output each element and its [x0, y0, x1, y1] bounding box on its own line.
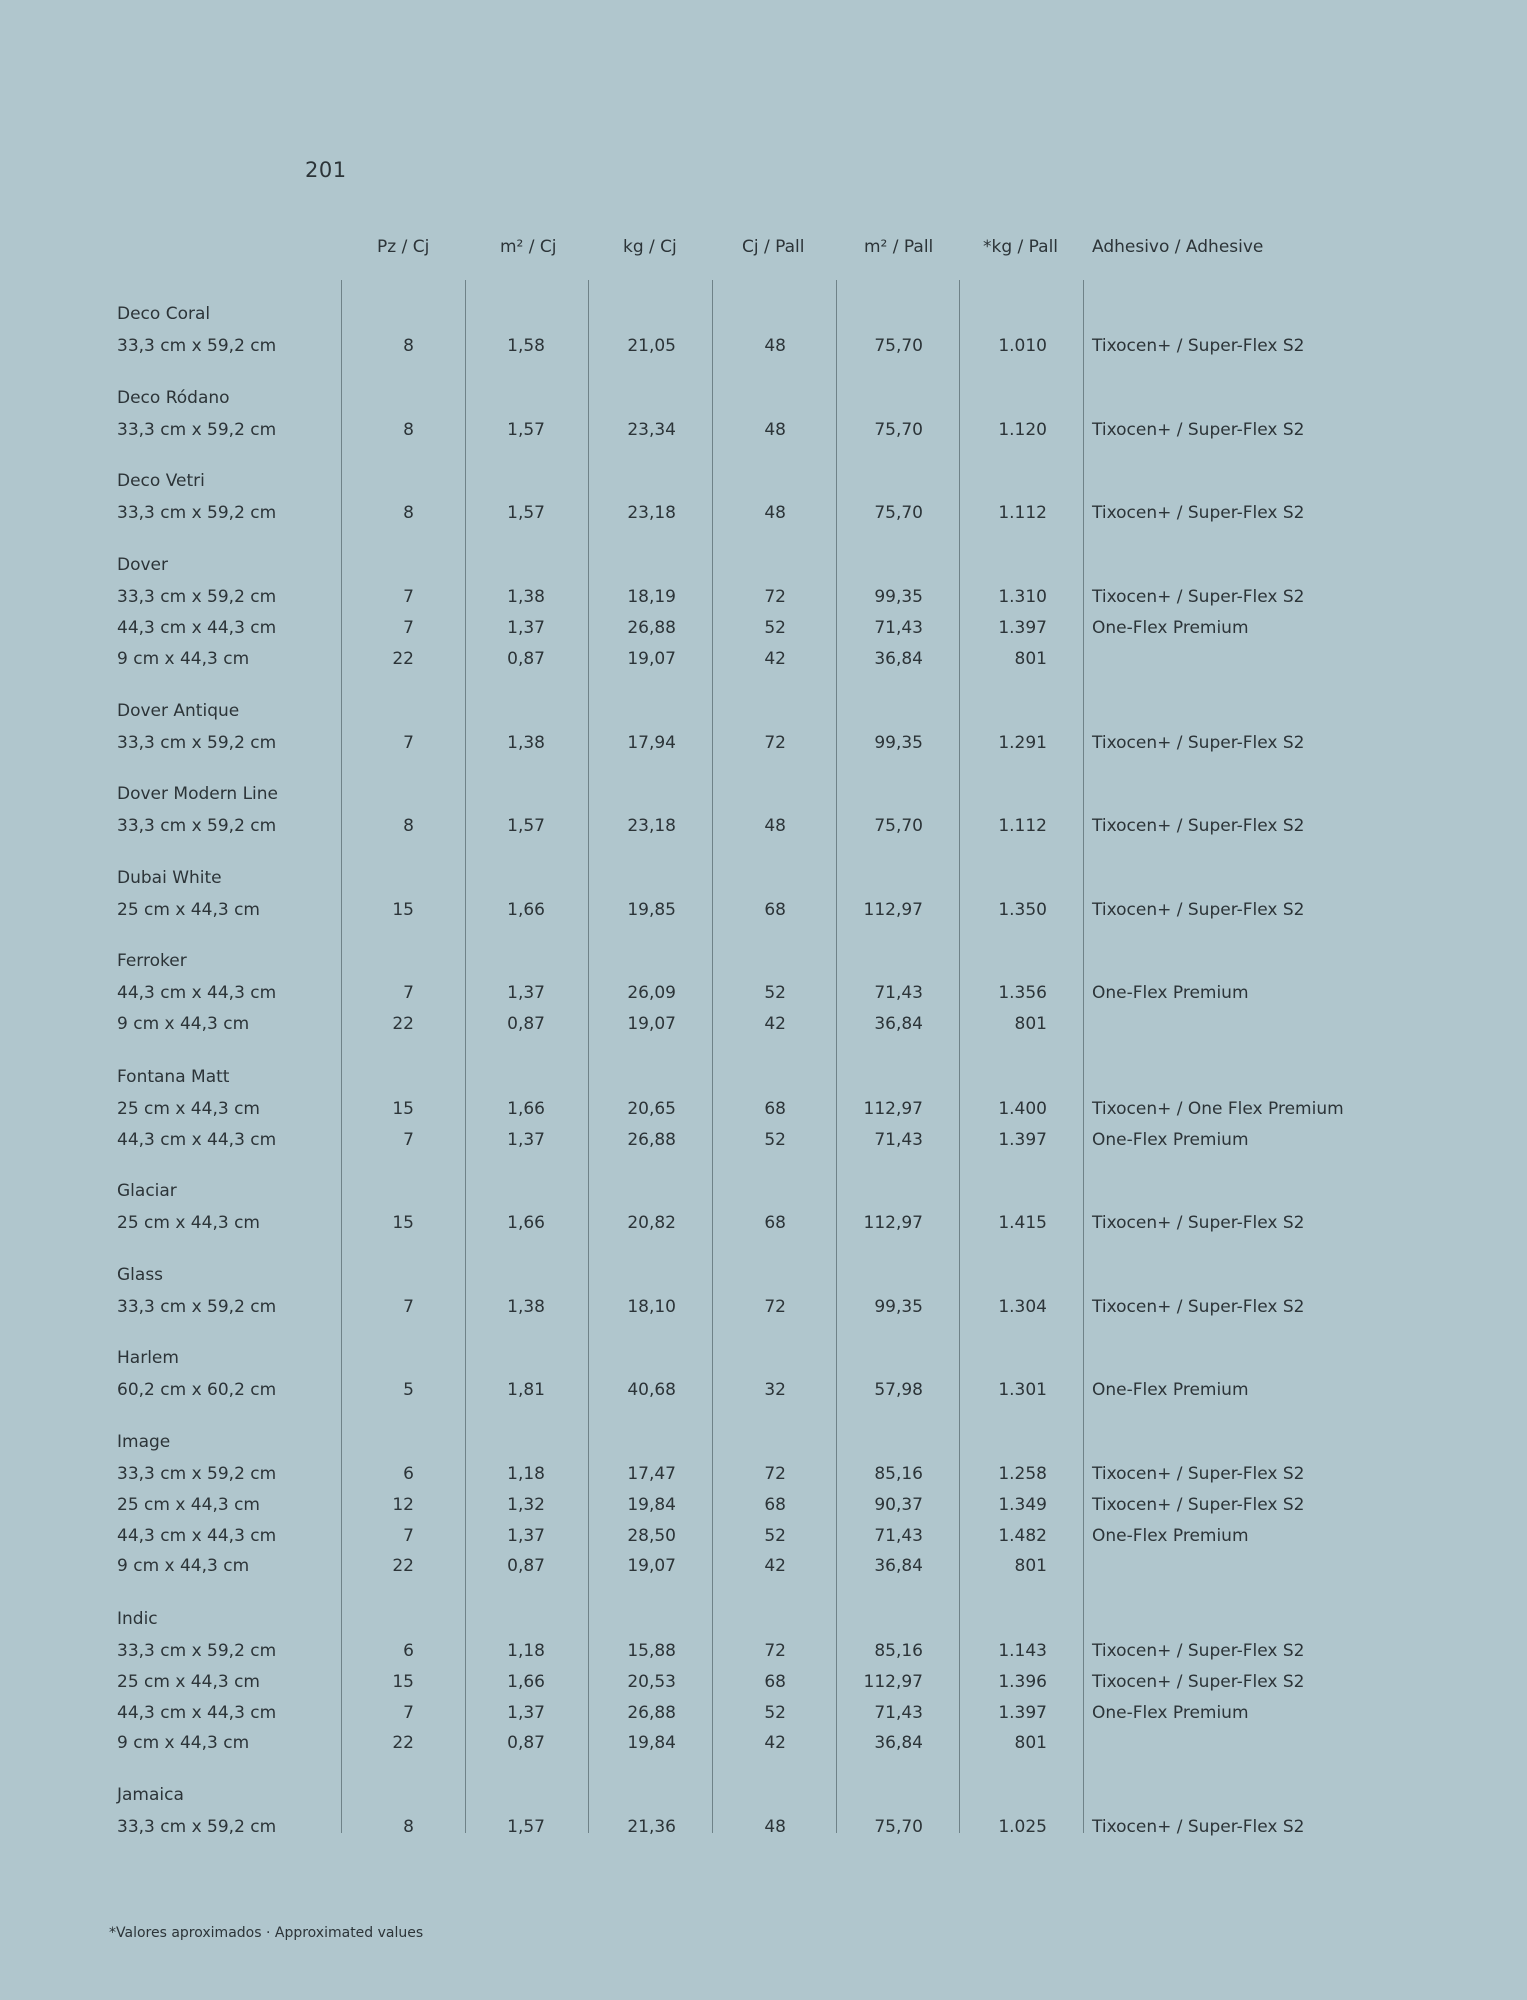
table-row — [0, 900, 1527, 924]
cj-pall-cell: 72 — [764, 587, 786, 607]
pz-cj-cell: 22 — [392, 648, 414, 669]
pz-cj-cell: 7 — [403, 1702, 414, 1723]
cj-pall-cell: 48 — [764, 1817, 786, 1837]
adhesive-cell: Tixocen+ / Super-Flex S2 — [1092, 816, 1305, 836]
kg-pall-cell: 801 — [1014, 1013, 1047, 1034]
adhesive-cell: One-Flex Premium — [1092, 983, 1249, 1003]
m2-pall-cell: 36,84 — [874, 1733, 923, 1754]
kg-cj-cell: 26,09 — [627, 983, 676, 1003]
pz-cj-cell: 15 — [392, 900, 414, 920]
kg-pall-cell: 1.112 — [998, 816, 1047, 836]
cj-pall-cell: 42 — [764, 1013, 786, 1034]
pz-cj-cell: 5 — [403, 1380, 414, 1400]
m2-pall-cell: 85,16 — [874, 1464, 923, 1484]
adhesive-cell: One-Flex Premium — [1092, 1702, 1249, 1723]
m2-pall-cell: 71,43 — [874, 983, 923, 1003]
size-cell: 25 cm x 44,3 cm — [117, 900, 260, 920]
adhesive-cell: Tixocen+ / Super-Flex S2 — [1092, 1464, 1305, 1484]
product-name: Glaciar — [117, 1181, 177, 1201]
kg-pall-cell: 1.304 — [998, 1297, 1047, 1317]
size-cell: 44,3 cm x 44,3 cm — [117, 617, 277, 638]
kg-pall-cell: 801 — [1014, 648, 1047, 669]
adhesive-cell: Tixocen+ / Super-Flex S2 — [1092, 1213, 1305, 1233]
kg-cj-cell: 20,65 — [627, 1099, 676, 1119]
cj-pall-cell: 52 — [764, 983, 786, 1003]
kg-pall-cell: 1.010 — [998, 336, 1047, 356]
pz-cj-cell: 8 — [403, 1817, 414, 1837]
header-kg-cj: kg / Cj — [623, 237, 677, 257]
size-cell: 25 cm x 44,3 cm — [117, 1213, 260, 1233]
cj-pall-cell: 72 — [764, 1464, 786, 1484]
product-name: Glass — [117, 1265, 164, 1285]
table-row — [0, 1641, 1527, 1665]
cj-pall-cell: 72 — [764, 1641, 786, 1661]
m2-pall-cell: 36,84 — [874, 1013, 923, 1034]
m2-pall-cell: 57,98 — [874, 1380, 923, 1400]
m2-cj-cell: 1,58 — [507, 336, 545, 356]
kg-cj-cell: 19,07 — [627, 648, 676, 669]
m2-pall-cell: 36,84 — [874, 1556, 923, 1577]
m2-cj-cell: 1,37 — [507, 1702, 545, 1723]
m2-cj-cell: 0,87 — [507, 1733, 545, 1754]
cj-pall-cell: 72 — [764, 1297, 786, 1317]
pz-cj-cell: 22 — [392, 1013, 414, 1034]
size-cell: 44,3 cm x 44,3 cm — [117, 1525, 277, 1546]
adhesive-cell: Tixocen+ / Super-Flex S2 — [1092, 1297, 1305, 1317]
product-name: Ferroker — [117, 951, 187, 971]
adhesive-cell: Tixocen+ / Super-Flex S2 — [1092, 733, 1305, 753]
table-row — [0, 983, 1527, 1007]
cj-pall-cell: 72 — [764, 733, 786, 753]
size-cell: 33,3 cm x 59,2 cm — [117, 1817, 277, 1837]
cj-pall-cell: 52 — [764, 1702, 786, 1723]
product-name: Dover — [117, 555, 168, 575]
kg-pall-cell: 801 — [1014, 1556, 1047, 1577]
product-name: Dover Antique — [117, 701, 240, 721]
table-row — [0, 587, 1527, 611]
kg-cj-cell: 26,88 — [627, 1129, 676, 1150]
adhesive-cell: Tixocen+ / Super-Flex S2 — [1092, 900, 1305, 920]
pz-cj-cell: 15 — [392, 1671, 414, 1692]
adhesive-cell: Tixocen+ / Super-Flex S2 — [1092, 503, 1305, 523]
m2-cj-cell: 1,57 — [507, 816, 545, 836]
table-row — [0, 1464, 1527, 1488]
kg-pall-cell: 1.301 — [998, 1380, 1047, 1400]
kg-pall-cell: 1.397 — [998, 1129, 1047, 1150]
kg-pall-cell: 1.025 — [998, 1817, 1047, 1837]
table-row — [0, 503, 1527, 527]
m2-pall-cell: 75,70 — [874, 336, 923, 356]
m2-pall-cell: 99,35 — [874, 1297, 923, 1317]
header-kg-pall: *kg / Pall — [983, 237, 1059, 257]
kg-cj-cell: 15,88 — [627, 1641, 676, 1661]
cj-pall-cell: 42 — [764, 1733, 786, 1754]
kg-cj-cell: 18,10 — [627, 1297, 676, 1317]
m2-cj-cell: 1,37 — [507, 617, 545, 638]
m2-pall-cell: 71,43 — [874, 1129, 923, 1150]
kg-pall-cell: 1.143 — [998, 1641, 1047, 1661]
m2-pall-cell: 75,70 — [874, 816, 923, 836]
m2-cj-cell: 1,37 — [507, 1525, 545, 1546]
kg-cj-cell: 19,84 — [627, 1494, 676, 1515]
table-row — [0, 1297, 1527, 1321]
size-cell: 25 cm x 44,3 cm — [117, 1671, 260, 1692]
cj-pall-cell: 68 — [764, 1099, 786, 1119]
product-name: Indic — [117, 1609, 158, 1629]
m2-cj-cell: 1,18 — [507, 1641, 545, 1661]
kg-pall-cell: 1.310 — [998, 587, 1047, 607]
header-adhesive: Adhesivo / Adhesive — [1092, 237, 1264, 257]
kg-pall-cell: 1.258 — [998, 1464, 1047, 1484]
m2-cj-cell: 1,66 — [507, 900, 545, 920]
kg-cj-cell: 17,94 — [627, 733, 676, 753]
product-name: Fontana Matt — [117, 1067, 230, 1087]
kg-pall-cell: 1.396 — [998, 1671, 1047, 1692]
size-cell: 25 cm x 44,3 cm — [117, 1494, 260, 1515]
m2-cj-cell: 1,37 — [507, 983, 545, 1003]
table-row — [0, 336, 1527, 360]
m2-cj-cell: 1,38 — [507, 733, 545, 753]
pz-cj-cell: 7 — [403, 1297, 414, 1317]
adhesive-cell: One-Flex Premium — [1092, 617, 1249, 638]
size-cell: 9 cm x 44,3 cm — [117, 648, 250, 669]
cj-pall-cell: 68 — [764, 1671, 786, 1692]
cj-pall-cell: 42 — [764, 1556, 786, 1577]
adhesive-cell: Tixocen+ / Super-Flex S2 — [1092, 420, 1305, 440]
pz-cj-cell: 8 — [403, 503, 414, 523]
cj-pall-cell: 48 — [764, 420, 786, 440]
table-row — [0, 1817, 1527, 1841]
size-cell: 33,3 cm x 59,2 cm — [117, 587, 277, 607]
table-row — [0, 1733, 1527, 1757]
kg-pall-cell: 1.400 — [998, 1099, 1047, 1119]
kg-cj-cell: 23,34 — [627, 420, 676, 440]
kg-pall-cell: 1.349 — [998, 1494, 1047, 1515]
size-cell: 33,3 cm x 59,2 cm — [117, 733, 277, 753]
kg-pall-cell: 1.356 — [998, 983, 1047, 1003]
pz-cj-cell: 7 — [403, 733, 414, 753]
pz-cj-cell: 12 — [392, 1494, 414, 1515]
size-cell: 33,3 cm x 59,2 cm — [117, 1641, 277, 1661]
m2-cj-cell: 1,38 — [507, 587, 545, 607]
table-row — [0, 420, 1527, 444]
m2-pall-cell: 71,43 — [874, 1702, 923, 1723]
m2-pall-cell: 99,35 — [874, 587, 923, 607]
footnote: *Valores aproximados · Approximated values — [109, 1925, 424, 1941]
pz-cj-cell: 22 — [392, 1556, 414, 1577]
size-cell: 44,3 cm x 44,3 cm — [117, 983, 277, 1003]
size-cell: 33,3 cm x 59,2 cm — [117, 503, 277, 523]
adhesive-cell: Tixocen+ / Super-Flex S2 — [1092, 1641, 1305, 1661]
kg-pall-cell: 1.112 — [998, 503, 1047, 523]
pz-cj-cell: 8 — [403, 336, 414, 356]
adhesive-cell: One-Flex Premium — [1092, 1525, 1249, 1546]
product-name: Deco Ródano — [117, 388, 230, 408]
m2-cj-cell: 0,87 — [507, 1013, 545, 1034]
table-row — [0, 1495, 1527, 1519]
adhesive-cell: Tixocen+ / Super-Flex S2 — [1092, 1494, 1305, 1515]
table-row — [0, 1213, 1527, 1237]
m2-cj-cell: 1,32 — [507, 1494, 545, 1515]
pz-cj-cell: 7 — [403, 983, 414, 1003]
pz-cj-cell: 8 — [403, 816, 414, 836]
adhesive-cell: Tixocen+ / Super-Flex S2 — [1092, 336, 1305, 356]
cj-pall-cell: 68 — [764, 1494, 786, 1515]
m2-pall-cell: 112,97 — [863, 1099, 923, 1119]
header-m2-pall: m² / Pall — [864, 237, 934, 257]
size-cell: 60,2 cm x 60,2 cm — [117, 1380, 277, 1400]
product-name: Harlem — [117, 1348, 179, 1368]
adhesive-cell: Tixocen+ / One Flex Premium — [1092, 1099, 1344, 1119]
kg-pall-cell: 1.397 — [998, 1702, 1047, 1723]
size-cell: 9 cm x 44,3 cm — [117, 1556, 250, 1577]
pz-cj-cell: 7 — [403, 1525, 414, 1546]
m2-cj-cell: 1,18 — [507, 1464, 545, 1484]
kg-pall-cell: 801 — [1014, 1733, 1047, 1754]
kg-cj-cell: 19,07 — [627, 1013, 676, 1034]
product-name: Deco Coral — [117, 304, 211, 324]
m2-cj-cell: 0,87 — [507, 648, 545, 669]
kg-cj-cell: 21,36 — [627, 1817, 676, 1837]
pz-cj-cell: 7 — [403, 1129, 414, 1150]
cj-pall-cell: 42 — [764, 648, 786, 669]
header-pz-cj: Pz / Cj — [377, 237, 430, 257]
size-cell: 9 cm x 44,3 cm — [117, 1733, 250, 1754]
kg-pall-cell: 1.350 — [998, 900, 1047, 920]
kg-pall-cell: 1.415 — [998, 1213, 1047, 1233]
kg-cj-cell: 26,88 — [627, 1702, 676, 1723]
table-row — [0, 1380, 1527, 1404]
m2-pall-cell: 112,97 — [863, 1213, 923, 1233]
product-name: Jamaica — [117, 1785, 184, 1805]
kg-cj-cell: 17,47 — [627, 1464, 676, 1484]
pz-cj-cell: 22 — [392, 1733, 414, 1754]
table-row — [0, 649, 1527, 673]
pz-cj-cell: 8 — [403, 420, 414, 440]
m2-pall-cell: 75,70 — [874, 503, 923, 523]
adhesive-cell: Tixocen+ / Super-Flex S2 — [1092, 1671, 1305, 1692]
cj-pall-cell: 32 — [764, 1380, 786, 1400]
cj-pall-cell: 68 — [764, 1213, 786, 1233]
cj-pall-cell: 48 — [764, 816, 786, 836]
adhesive-cell: Tixocen+ / Super-Flex S2 — [1092, 587, 1305, 607]
table-row — [0, 1672, 1527, 1696]
kg-pall-cell: 1.120 — [998, 420, 1047, 440]
m2-cj-cell: 1,66 — [507, 1099, 545, 1119]
product-name: Dubai White — [117, 868, 222, 888]
size-cell: 33,3 cm x 59,2 cm — [117, 336, 277, 356]
table-row — [0, 1526, 1527, 1550]
cj-pall-cell: 52 — [764, 1525, 786, 1546]
pz-cj-cell: 15 — [392, 1213, 414, 1233]
m2-cj-cell: 1,37 — [507, 1129, 545, 1150]
size-cell: 25 cm x 44,3 cm — [117, 1099, 260, 1119]
kg-cj-cell: 18,19 — [627, 587, 676, 607]
m2-pall-cell: 71,43 — [874, 617, 923, 638]
m2-pall-cell: 85,16 — [874, 1641, 923, 1661]
cj-pall-cell: 48 — [764, 503, 786, 523]
m2-cj-cell: 1,57 — [507, 503, 545, 523]
pz-cj-cell: 6 — [403, 1464, 414, 1484]
size-cell: 33,3 cm x 59,2 cm — [117, 1464, 277, 1484]
cj-pall-cell: 68 — [764, 900, 786, 920]
adhesive-cell: Tixocen+ / Super-Flex S2 — [1092, 1817, 1305, 1837]
kg-cj-cell: 26,88 — [627, 617, 676, 638]
product-name: Dover Modern Line — [117, 784, 279, 804]
m2-pall-cell: 90,37 — [874, 1494, 923, 1515]
kg-cj-cell: 19,07 — [627, 1556, 676, 1577]
m2-pall-cell: 112,97 — [863, 1671, 923, 1692]
table-row — [0, 1703, 1527, 1727]
header-cj-pall: Cj / Pall — [742, 237, 805, 257]
size-cell: 9 cm x 44,3 cm — [117, 1013, 250, 1034]
m2-cj-cell: 1,57 — [507, 1817, 545, 1837]
pz-cj-cell: 7 — [403, 617, 414, 638]
cj-pall-cell: 48 — [764, 336, 786, 356]
m2-pall-cell: 99,35 — [874, 733, 923, 753]
header-m2-cj: m² / Cj — [500, 237, 557, 257]
kg-cj-cell: 20,53 — [627, 1671, 676, 1692]
size-cell: 44,3 cm x 44,3 cm — [117, 1129, 277, 1150]
size-cell: 44,3 cm x 44,3 cm — [117, 1702, 277, 1723]
size-cell: 33,3 cm x 59,2 cm — [117, 816, 277, 836]
kg-cj-cell: 19,84 — [627, 1733, 676, 1754]
table-row — [0, 1014, 1527, 1038]
adhesive-cell: One-Flex Premium — [1092, 1380, 1249, 1400]
adhesive-cell: One-Flex Premium — [1092, 1129, 1249, 1150]
kg-cj-cell: 23,18 — [627, 816, 676, 836]
m2-cj-cell: 1,38 — [507, 1297, 545, 1317]
kg-cj-cell: 19,85 — [627, 900, 676, 920]
kg-pall-cell: 1.482 — [998, 1525, 1047, 1546]
kg-cj-cell: 28,50 — [627, 1525, 676, 1546]
cj-pall-cell: 52 — [764, 1129, 786, 1150]
pz-cj-cell: 6 — [403, 1641, 414, 1661]
m2-pall-cell: 36,84 — [874, 648, 923, 669]
m2-pall-cell: 75,70 — [874, 420, 923, 440]
size-cell: 33,3 cm x 59,2 cm — [117, 420, 277, 440]
cj-pall-cell: 52 — [764, 617, 786, 638]
table-row — [0, 618, 1527, 642]
product-name: Image — [117, 1432, 171, 1452]
m2-pall-cell: 112,97 — [863, 900, 923, 920]
m2-cj-cell: 0,87 — [507, 1556, 545, 1577]
kg-cj-cell: 21,05 — [627, 336, 676, 356]
m2-pall-cell: 71,43 — [874, 1525, 923, 1546]
m2-cj-cell: 1,66 — [507, 1213, 545, 1233]
table-row — [0, 816, 1527, 840]
product-name: Deco Vetri — [117, 471, 205, 491]
table-row — [0, 1130, 1527, 1154]
pz-cj-cell: 7 — [403, 587, 414, 607]
m2-cj-cell: 1,57 — [507, 420, 545, 440]
table-row — [0, 733, 1527, 757]
kg-pall-cell: 1.291 — [998, 733, 1047, 753]
kg-cj-cell: 20,82 — [627, 1213, 676, 1233]
page-number: 201 — [305, 158, 347, 182]
size-cell: 33,3 cm x 59,2 cm — [117, 1297, 277, 1317]
kg-cj-cell: 40,68 — [627, 1380, 676, 1400]
table-row — [0, 1099, 1527, 1123]
m2-cj-cell: 1,81 — [507, 1380, 545, 1400]
kg-pall-cell: 1.397 — [998, 617, 1047, 638]
pz-cj-cell: 15 — [392, 1099, 414, 1119]
table-row — [0, 1556, 1527, 1580]
m2-pall-cell: 75,70 — [874, 1817, 923, 1837]
kg-cj-cell: 23,18 — [627, 503, 676, 523]
m2-cj-cell: 1,66 — [507, 1671, 545, 1692]
